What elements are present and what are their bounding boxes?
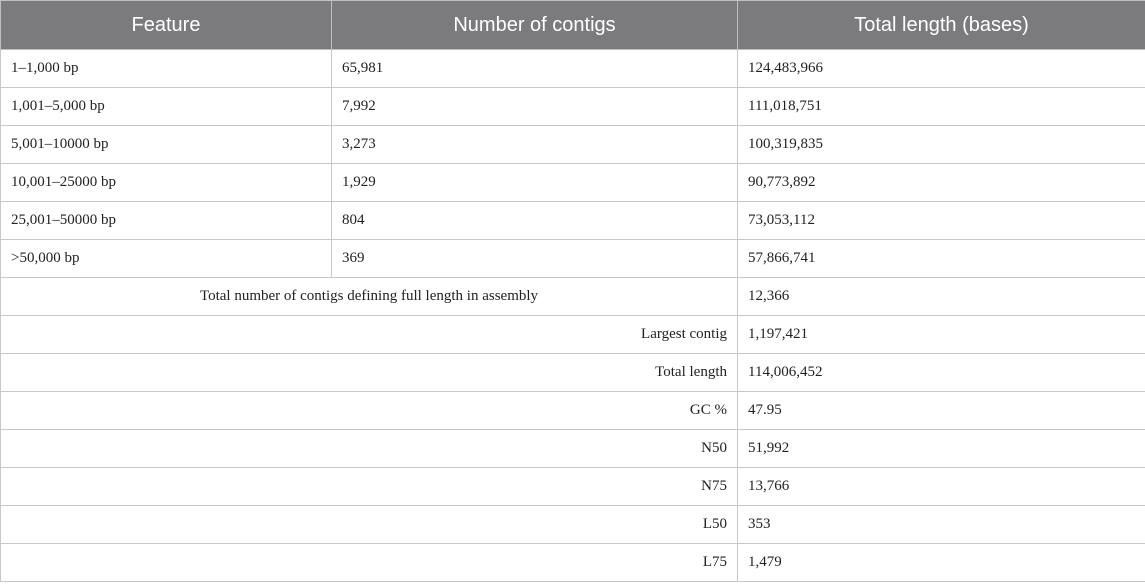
feature-cell: 10,001–25000 bp — [1, 164, 332, 202]
length-cell: 90,773,892 — [738, 164, 1145, 202]
stat-row — [1, 316, 1145, 354]
contigs-cell: 1,929 — [332, 164, 738, 202]
header-number-of-contigs: Number of contigs — [332, 1, 738, 50]
stat-label: L50 — [1, 506, 738, 544]
stat-value: 13,766 — [738, 468, 1145, 506]
length-cell: 57,866,741 — [738, 240, 1145, 278]
feature-cell: 5,001–10000 bp — [1, 126, 332, 164]
stat-row — [1, 468, 1145, 506]
length-cell: 73,053,112 — [738, 202, 1145, 240]
table-row — [1, 164, 1145, 202]
feature-cell: 1–1,000 bp — [1, 50, 332, 88]
header-row — [1, 1, 1145, 50]
stat-row — [1, 544, 1145, 582]
stat-value: 114,006,452 — [738, 354, 1145, 392]
table-body — [1, 50, 1145, 582]
stat-label: N75 — [1, 468, 738, 506]
header-total-length: Total length (bases) — [738, 1, 1145, 50]
table-row — [1, 50, 1145, 88]
stat-row — [1, 506, 1145, 544]
table-row — [1, 126, 1145, 164]
total-contigs-row — [1, 278, 1145, 316]
header-feature: Feature — [1, 1, 332, 50]
table-row — [1, 240, 1145, 278]
stat-label: L75 — [1, 544, 738, 582]
stat-value: 1,479 — [738, 544, 1145, 582]
feature-cell: >50,000 bp — [1, 240, 332, 278]
stat-row — [1, 354, 1145, 392]
stat-value: 51,992 — [738, 430, 1145, 468]
stat-row — [1, 392, 1145, 430]
feature-cell: 25,001–50000 bp — [1, 202, 332, 240]
contigs-cell: 369 — [332, 240, 738, 278]
feature-cell: 1,001–5,000 bp — [1, 88, 332, 126]
contigs-cell: 7,992 — [332, 88, 738, 126]
contigs-cell: 3,273 — [332, 126, 738, 164]
stat-label: Largest contig — [1, 316, 738, 354]
length-cell: 100,319,835 — [738, 126, 1145, 164]
total-contigs-label: Total number of contigs defining full length in assembly — [1, 278, 738, 316]
contigs-cell: 804 — [332, 202, 738, 240]
contigs-cell: 65,981 — [332, 50, 738, 88]
length-cell: 124,483,966 — [738, 50, 1145, 88]
stat-label: Total length — [1, 354, 738, 392]
table-row — [1, 202, 1145, 240]
length-cell: 111,018,751 — [738, 88, 1145, 126]
stat-label: GC % — [1, 392, 738, 430]
total-contigs-value: 12,366 — [738, 278, 1145, 316]
table-row — [1, 88, 1145, 126]
stat-label: N50 — [1, 430, 738, 468]
stat-value: 1,197,421 — [738, 316, 1145, 354]
stat-value: 353 — [738, 506, 1145, 544]
stat-value: 47.95 — [738, 392, 1145, 430]
stat-row — [1, 430, 1145, 468]
table-header — [1, 1, 1145, 50]
